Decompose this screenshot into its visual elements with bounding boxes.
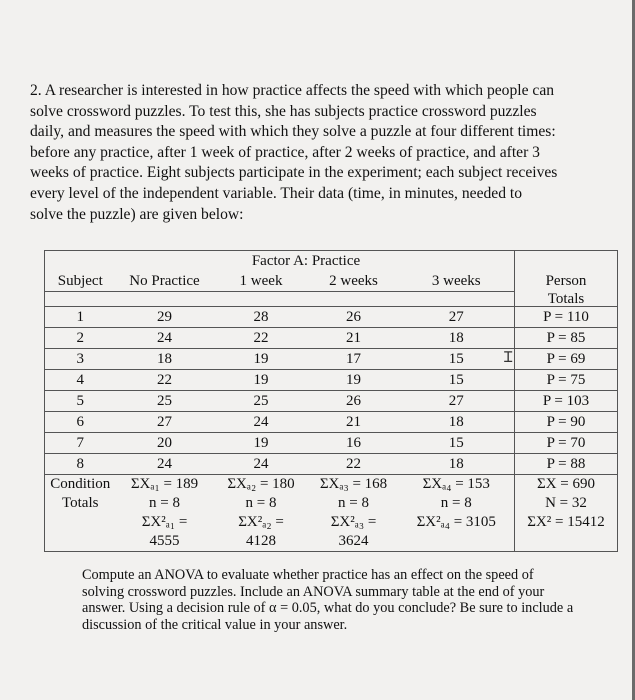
cell-value: 25	[116, 390, 214, 411]
cell-value: 28	[214, 306, 309, 327]
condition-label: Condition	[45, 474, 116, 494]
cell-value: 15	[399, 348, 515, 369]
question-line: weeks of practice. Eight subjects participate in the experiment; each subject receives	[30, 164, 558, 182]
n-total: N = 32	[515, 494, 618, 513]
question-line: 2. A researcher is interested in how practice affects the speed with which people can	[30, 82, 555, 99]
text-cursor-icon: Ɪ	[504, 348, 513, 366]
cell-person-total: P = 70	[515, 432, 618, 453]
cell-value: 15	[399, 369, 515, 390]
cell-subject: 8	[45, 453, 116, 474]
cell-value: 19	[214, 348, 309, 369]
cell-value: 20	[116, 432, 214, 453]
cell-value: 24	[116, 453, 214, 474]
header-2-weeks: 2 weeks	[309, 271, 399, 292]
header-person: Person	[515, 271, 618, 292]
instructions-text	[82, 567, 602, 633]
table-row	[45, 411, 618, 432]
cell-subject: 5	[45, 390, 116, 411]
sumsq-a3-value: 3624	[309, 532, 399, 552]
cell-value: 24	[214, 453, 309, 474]
question-line: solve the puzzle) are given below:	[30, 205, 244, 223]
cell-value: 21	[309, 327, 399, 348]
n-a3: n = 8	[338, 494, 369, 511]
sumsq-a3-label: ΣX²ₐ₃ =	[330, 513, 377, 530]
sumsq-a1-value: 4555	[116, 532, 214, 552]
cell-value: 27	[116, 411, 214, 432]
cell-value: 22	[116, 369, 214, 390]
header-no-practice: No Practice	[116, 271, 214, 292]
sum-total: ΣX = 690	[515, 474, 618, 494]
instruction-line: solving crossword puzzles. Include an ANOVA summary table at the end of your	[82, 583, 545, 600]
cell-person-total: P = 85	[515, 327, 618, 348]
cell-subject: 2	[45, 327, 116, 348]
sumsq-a2-label: ΣX²ₐ₂ =	[238, 513, 284, 530]
cell-value: 21	[309, 411, 399, 432]
cell-value: 19	[309, 369, 399, 390]
sum-a3: ΣXₐ₃ = 168	[319, 475, 388, 492]
cell-subject: 4	[45, 369, 116, 390]
cell-value: 22	[309, 453, 399, 474]
cell-value: 27	[399, 306, 515, 327]
table-row	[45, 306, 618, 327]
sumsq-a1-label: ΣX²ₐ₁ =	[141, 513, 188, 530]
header-totals: Totals	[515, 292, 618, 307]
cell-person-total: P = 110	[515, 306, 618, 327]
cell-value: 22	[214, 327, 309, 348]
question-line: every level of the independent variable. Their data (time, in minutes, needed to	[30, 184, 523, 202]
cell-value: 24	[214, 411, 309, 432]
sumsq-total: ΣX² = 15412	[515, 513, 618, 532]
cell-value: 26	[309, 306, 399, 327]
cell-value: 16	[309, 432, 399, 453]
question-text	[30, 81, 630, 225]
cell-value: 19	[214, 369, 309, 390]
totals-label: Totals	[45, 494, 116, 513]
cell-value: 18	[399, 327, 515, 348]
cell-person-total: P = 75	[515, 369, 618, 390]
table-row	[45, 432, 618, 453]
table-row	[45, 369, 618, 390]
n-a1: n = 8	[149, 494, 180, 511]
table-row	[45, 453, 618, 474]
instruction-line: discussion of the critical value in your answer.	[82, 616, 348, 633]
question-line: daily, and measures the speed with which they solve a puzzle at four different times:	[30, 123, 556, 141]
header-3-weeks: 3 weeks	[399, 271, 515, 292]
cell-value: 15	[399, 432, 515, 453]
cell-person-total: P = 69	[515, 348, 618, 369]
cell-value: 25	[214, 390, 309, 411]
cell-value: 24	[116, 327, 214, 348]
sum-a2: ΣXₐ₂ = 180	[227, 475, 295, 492]
question-line: before any practice, after 1 week of practice, after 2 weeks of practice, and after 3	[30, 143, 540, 161]
header-1-week: 1 week	[214, 271, 309, 292]
cell-subject: 7	[45, 432, 116, 453]
cell-value: 29	[116, 306, 214, 327]
sumsq-a4: ΣX²ₐ₄ = 3105	[399, 513, 515, 532]
sum-a4: ΣXₐ₄ = 153	[399, 474, 515, 494]
cell-value: 19	[214, 432, 309, 453]
cell-person-total: P = 103	[515, 390, 618, 411]
cell-value: 17	[309, 348, 399, 369]
instruction-line: Compute an ANOVA to evaluate whether practice has an effect on the speed of	[82, 567, 534, 583]
cell-person-total: P = 90	[515, 411, 618, 432]
cell-value: 27	[399, 390, 515, 411]
cell-person-total: P = 88	[515, 453, 618, 474]
table-row	[45, 390, 618, 411]
cell-value: 18	[116, 348, 214, 369]
cell-subject: 3	[45, 348, 116, 369]
factor-label: Factor A: Practice	[214, 251, 399, 272]
instruction-line: answer. Using a decision rule of α = 0.05, what do you conclude? Be sure to include a	[82, 600, 574, 616]
cell-subject: 1	[45, 306, 116, 327]
cell-value: 18	[399, 453, 515, 474]
data-table	[44, 250, 618, 552]
sum-a1: ΣXₐ₁ = 189	[130, 475, 199, 492]
cell-subject: 6	[45, 411, 116, 432]
cell-value: 18	[399, 411, 515, 432]
table-row	[45, 348, 618, 369]
sumsq-a2-value: 4128	[214, 532, 309, 552]
cell-value: 26	[309, 390, 399, 411]
n-a2: n = 8	[245, 494, 277, 511]
n-a4: n = 8	[399, 494, 515, 513]
table-row	[45, 327, 618, 348]
question-line: solve crossword puzzles. To test this, she has subjects practice crossword puzzles	[30, 102, 537, 120]
header-subject: Subject	[45, 271, 116, 292]
